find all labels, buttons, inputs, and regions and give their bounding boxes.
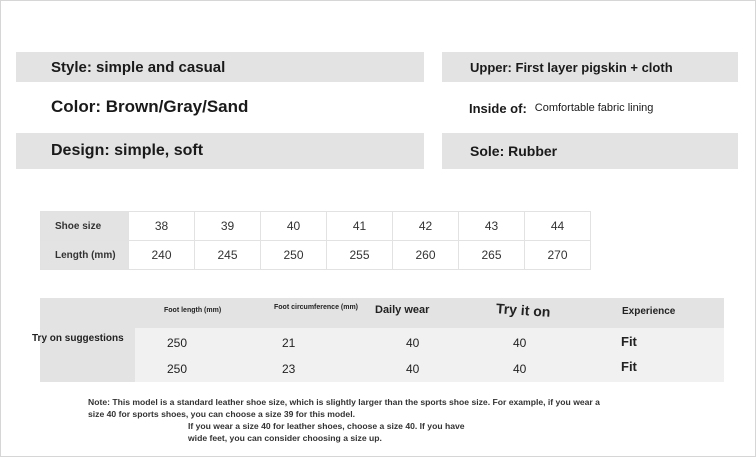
size-cell: 43 <box>459 212 525 241</box>
style-label: Style: simple and casual <box>51 58 226 76</box>
try-on-row-label: Try on suggestions <box>32 333 124 344</box>
length-cell: 245 <box>195 241 261 270</box>
note-line-2: size 40 for sports shoes, you can choose a size 39 for this model. <box>88 409 355 419</box>
size-cell: 38 <box>129 212 195 241</box>
size-table <box>40 211 591 270</box>
size-row <box>41 212 591 241</box>
experience-cell: Fit <box>621 334 637 349</box>
note-line-3: If you wear a size 40 for leather shoes, choose a size 40. If you have <box>188 421 465 431</box>
try-it-on-header: Try it on <box>495 300 551 320</box>
suggestion-row-1 <box>135 328 724 356</box>
length-cell: 270 <box>525 241 591 270</box>
upper-bar <box>442 52 738 82</box>
note-line-4: wide feet, you can consider choosing a size up. <box>188 433 382 443</box>
foot-circ-header: Foot circumference (mm) <box>274 304 359 311</box>
note-line-1: Note: This model is a standard leather shoe size, which is slightly larger than the sports shoe size. For example, if you wear a <box>88 397 600 407</box>
experience-cell: Fit <box>621 359 637 374</box>
length-cell: 250 <box>261 241 327 270</box>
size-cell: 39 <box>195 212 261 241</box>
size-cell: 40 <box>261 212 327 241</box>
experience-header: Experience <box>622 306 676 317</box>
sole-bar <box>442 133 738 169</box>
style-bar <box>16 52 424 82</box>
shoe-size-header: Shoe size <box>41 212 129 241</box>
inside-row <box>469 98 653 118</box>
foot-length-cell: 250 <box>167 336 188 350</box>
daily-wear-cell: 40 <box>406 362 420 376</box>
length-row <box>41 241 591 270</box>
upper-label: Upper: First layer pigskin + cloth <box>470 59 673 75</box>
color-row <box>51 95 248 119</box>
length-header: Length (mm) <box>41 241 129 270</box>
length-cell: 260 <box>393 241 459 270</box>
color-label: Color: Brown/Gray/Sand <box>51 97 249 116</box>
try-it-on-cell: 40 <box>513 336 527 350</box>
size-cell: 44 <box>525 212 591 241</box>
suggestion-row-2 <box>135 356 724 382</box>
suggestions-table <box>32 298 724 382</box>
size-cell: 41 <box>327 212 393 241</box>
length-cell: 255 <box>327 241 393 270</box>
daily-wear-header: Daily wear <box>375 304 430 316</box>
foot-circ-cell: 21 <box>282 336 296 350</box>
length-cell: 240 <box>129 241 195 270</box>
sole-label: Sole: Rubber <box>470 143 558 159</box>
daily-wear-cell: 40 <box>406 336 420 350</box>
inside-label: Inside of: <box>469 100 527 116</box>
inside-value: Comfortable fabric lining <box>534 102 654 114</box>
length-cell: 265 <box>459 241 525 270</box>
foot-circ-cell: 23 <box>282 362 296 376</box>
foot-length-header: Foot length (mm) <box>164 307 222 314</box>
design-label: Design: simple, soft <box>51 142 204 159</box>
try-it-on-cell: 40 <box>513 362 527 376</box>
design-bar <box>16 133 424 169</box>
size-cell: 42 <box>393 212 459 241</box>
foot-length-cell: 250 <box>167 362 188 376</box>
